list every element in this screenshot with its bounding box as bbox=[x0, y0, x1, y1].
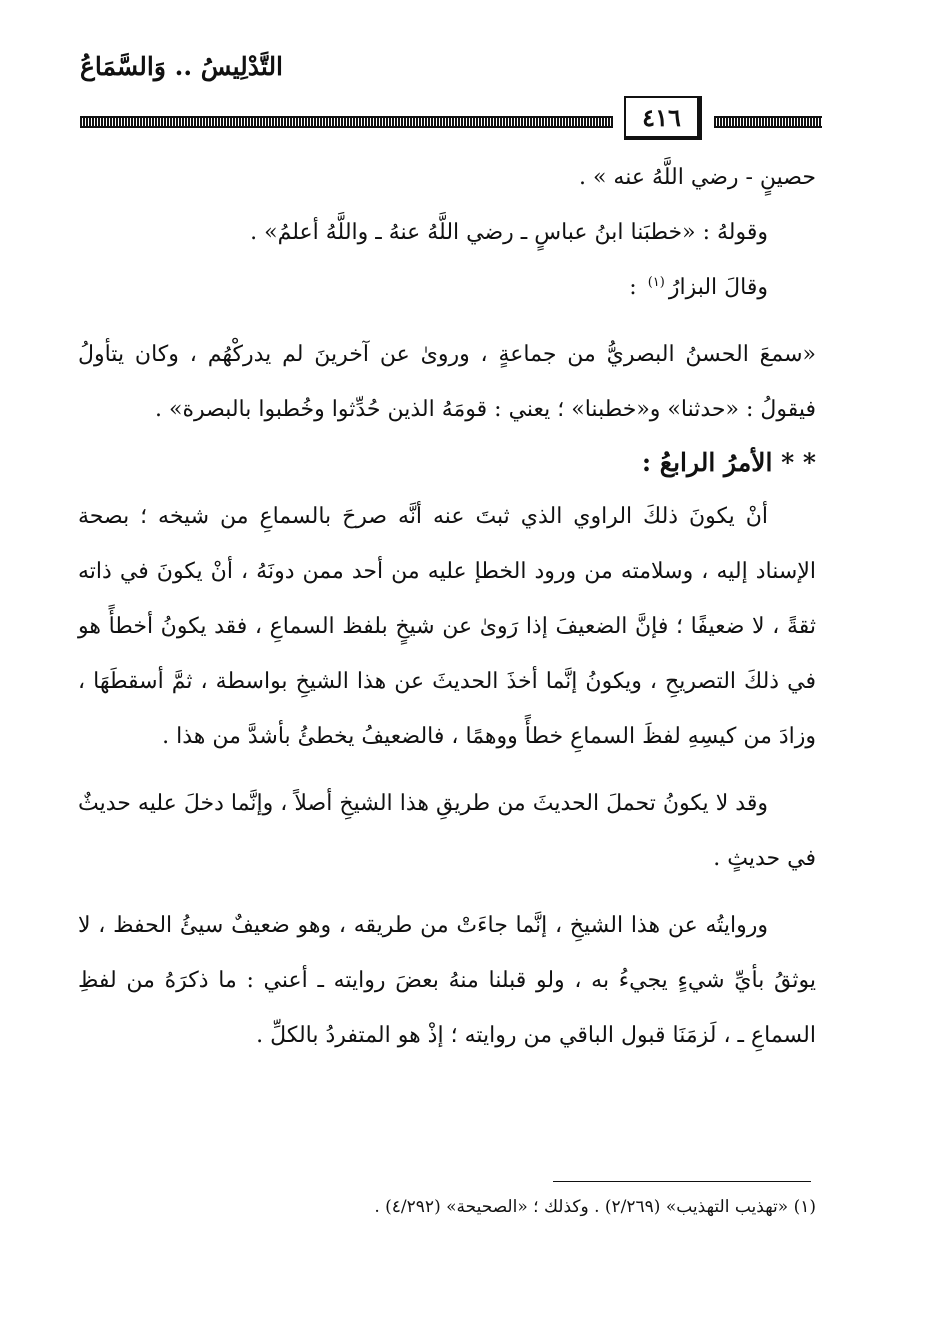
paragraph-1: حصينٍ - رضي اللَّهُ عنه » . bbox=[578, 165, 816, 190]
header-rule-right bbox=[714, 116, 822, 128]
paragraph-3-colon: : bbox=[629, 275, 637, 300]
running-header-title: التَّدْلِيسُ .. وَالسَّمَاعُ bbox=[80, 52, 284, 81]
section-heading: * * الأمرُ الرابعُ : bbox=[641, 448, 816, 477]
page-number: ٤١٦ bbox=[624, 96, 702, 140]
paragraph-7: وروايتُه عن هذا الشيخِ ، إنَّما جاءَتْ من طريقه ، وهو ضعيفٌ سيئُ الحفظ ، لا يوثقُ بأيِّ شيءٍ يجيءُ به ، ولو قبلنا منهُ بعضَ روايته ـ أعني : ما ذكرَهُ من لفظِ السماعِ ـ ، لَزمَنَا قبول الباقي من روايته ؛ إذْ هو المتفردُ بالكلِّ . bbox=[78, 913, 816, 1048]
footnote-separator bbox=[553, 1181, 811, 1182]
paragraph-6: وقد لا يكونُ تحملَ الحديثَ من طريقِ هذا الشيخِ أصلاً ، وإنَّما دخلَ عليه حديثٌ في حديثٍ . bbox=[78, 791, 816, 871]
footnote-marker: (١) bbox=[647, 274, 665, 290]
paragraph-5: أنْ يكونَ ذلكَ الراوي الذي ثبتَ عنه أنَّه صرحَ بالسماعِ من شيخه ؛ بصحة الإسناد إليه ، وسلامته من ورود الخطإ عليه من أحد ممن دونَهُ ، أنْ يكونَ في ذاته ثقةً ، لا ضعيفًا ؛ فإنَّ الضعيفَ إذا رَوىٰ عن شيخٍ بلفظ السماعِ ، فقد يكونُ أخطأً هو في ذلكَ التصريحِ ، ويكونُ إنَّما أخذَ الحديثَ عن هذا الشيخِ بواسطة ، ثمَّ أسقطَهَا ، وزادَ من كيسِهِ لفظَ السماعِ خطأً ووهمًا ، فالضعيفُ يخطئُ بأشدَّ من هذا . bbox=[78, 504, 816, 749]
footnote: (١) «تهذيب التهذيب» (٢/٢٦٩) . وكذلك ؛ «الصحيحة» (٤/٢٩٢) . bbox=[374, 1197, 816, 1217]
header-rule-left bbox=[80, 116, 613, 128]
quote-paragraph: «سمعَ الحسنُ البصريُّ من جماعةٍ ، وروىٰ عن آخرينَ لم يدركْهُم ، وكان يتأولُ فيقولُ : «حدثنا» و«خطبنا» ؛ يعني : قومَهُ الذين حُدِّثوا وخُطبوا بالبصرة» . bbox=[78, 342, 816, 422]
main-text bbox=[78, 150, 816, 1063]
paragraph-3-text: وقالَ البزارُ bbox=[668, 275, 768, 300]
paragraph-2: وقولهُ : «خطبَنا ابنُ عباسٍ ـ رضي اللَّهُ عنهُ ـ واللَّهُ أعلمُ» . bbox=[250, 220, 768, 245]
paragraph-3 bbox=[78, 260, 816, 315]
